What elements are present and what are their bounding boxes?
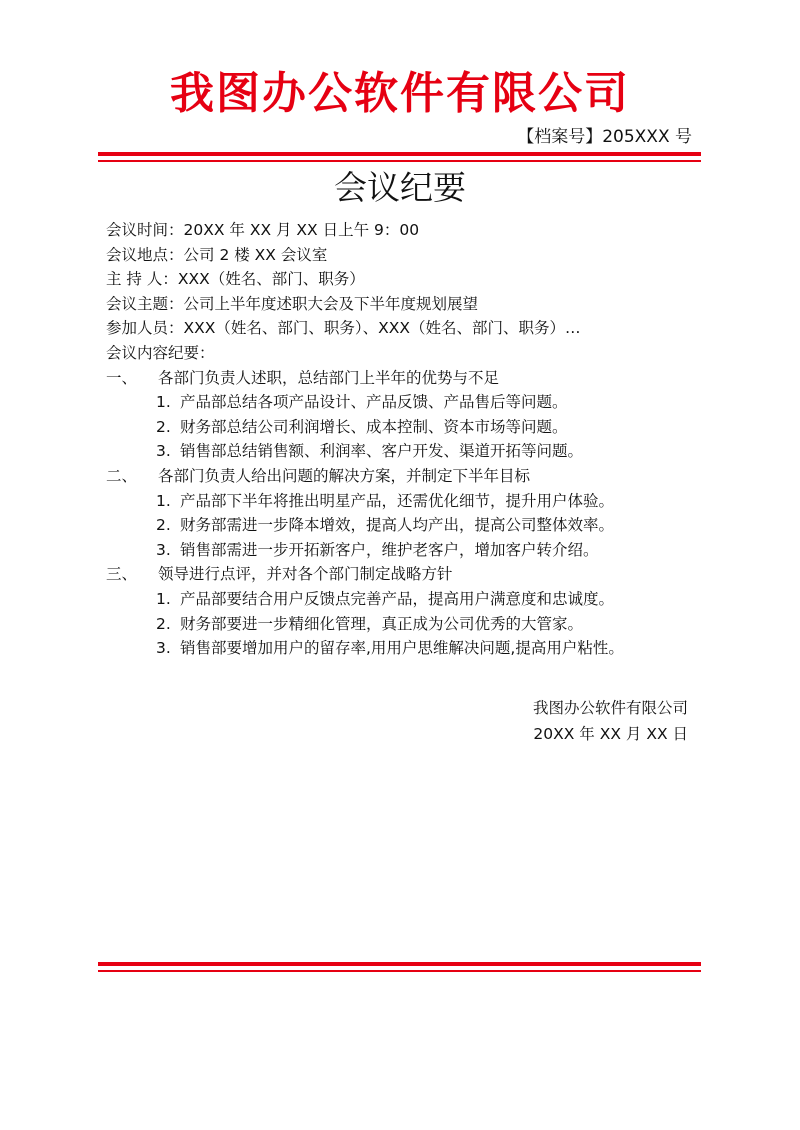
item-number: 2. [156, 516, 171, 535]
signature-company: 我图办公软件有限公司 [532, 699, 688, 717]
section-number: 二、 [106, 466, 138, 485]
item-number: 2. [156, 614, 171, 633]
list-item [106, 538, 706, 563]
document-title: 会议纪要 [334, 168, 466, 207]
company-header: 我图办公软件有限公司 [170, 68, 630, 119]
item-number: 2. [156, 417, 171, 436]
item-text: 财务部总结公司利润增长、成本控制、资本市场等问题。 [180, 417, 568, 436]
item-text: 销售部需进一步开拓新客户，维护老客户，增加客户转介绍。 [180, 540, 599, 559]
content-heading: 会议内容纪要： [106, 343, 215, 362]
document-body [106, 218, 706, 661]
list-item [106, 636, 706, 661]
item-number: 1. [156, 393, 171, 412]
item-text: 财务部要进一步精细化管理，真正成为公司优秀的大管家。 [180, 614, 584, 633]
footer-rule-thin [98, 970, 701, 972]
info-label: 会议时间： [106, 221, 184, 239]
info-line-topic [106, 292, 706, 317]
list-item [106, 513, 706, 538]
info-label: 会议地点： [106, 245, 184, 264]
signature-date: 20XX 年 XX 月 XX 日 [533, 725, 688, 743]
section-number: 三、 [106, 565, 138, 584]
section-title: 领导进行点评，并对各个部门制定战略方针 [158, 565, 453, 584]
item-number: 1. [156, 589, 171, 608]
info-label: 会议主题： [106, 294, 184, 313]
file-number: 【档案号】205XXX 号 [517, 127, 692, 147]
list-item [106, 489, 706, 514]
info-line-attendees [106, 316, 706, 341]
info-value: 公司上半年度述职大会及下半年度规划展望 [183, 294, 479, 313]
item-text: 产品部要结合用户反馈点完善产品，提高用户满意度和忠诚度。 [180, 589, 615, 608]
info-value: XXX（姓名、部门、职务）、XXX（姓名、部门、职务）… [183, 319, 581, 338]
info-value: XXX（姓名、部门、职务） [177, 270, 365, 289]
footer-rule-thick [98, 962, 701, 966]
section-heading [106, 562, 706, 587]
item-text: 销售部总结销售额、利润率、客户开发、渠道开拓等问题。 [180, 442, 584, 461]
list-item [106, 390, 706, 415]
section-number: 一、 [106, 368, 138, 387]
item-text: 产品部总结各项产品设计、产品反馈、产品售后等问题。 [180, 393, 568, 412]
info-line-location [106, 243, 706, 268]
signature-block [533, 695, 688, 747]
info-line-host [106, 267, 706, 292]
list-item [106, 439, 706, 464]
header-rule-thin [98, 160, 701, 162]
info-label: 主 持 人： [106, 270, 178, 289]
item-text: 销售部要增加用户的留存率,用用户思维解决问题,提高用户粘性。 [180, 639, 624, 658]
section-heading [106, 464, 706, 489]
info-label: 参加人员： [106, 319, 184, 338]
list-item [106, 612, 706, 637]
list-item [106, 415, 706, 440]
item-number: 1. [156, 491, 171, 510]
item-number: 3. [156, 540, 171, 559]
item-text: 财务部需进一步降本增效，提高人均产出，提高公司整体效率。 [180, 516, 615, 535]
section-title: 各部门负责人给出问题的解决方案，并制定下半年目标 [158, 466, 531, 485]
header-rule-thick [98, 152, 701, 156]
list-item [106, 587, 706, 612]
section-title: 各部门负责人述职，总结部门上半年的优势与不足 [158, 368, 500, 387]
section-heading [106, 366, 706, 391]
info-value: 公司 2 楼 XX 会议室 [183, 245, 328, 264]
item-number: 3. [156, 442, 171, 461]
item-number: 3. [156, 639, 171, 658]
item-text: 产品部下半年将推出明星产品，还需优化细节，提升用户体验。 [180, 491, 615, 510]
info-value: 20XX 年 XX 月 XX 日上午 9：00 [183, 221, 420, 239]
info-line-time [106, 218, 706, 243]
